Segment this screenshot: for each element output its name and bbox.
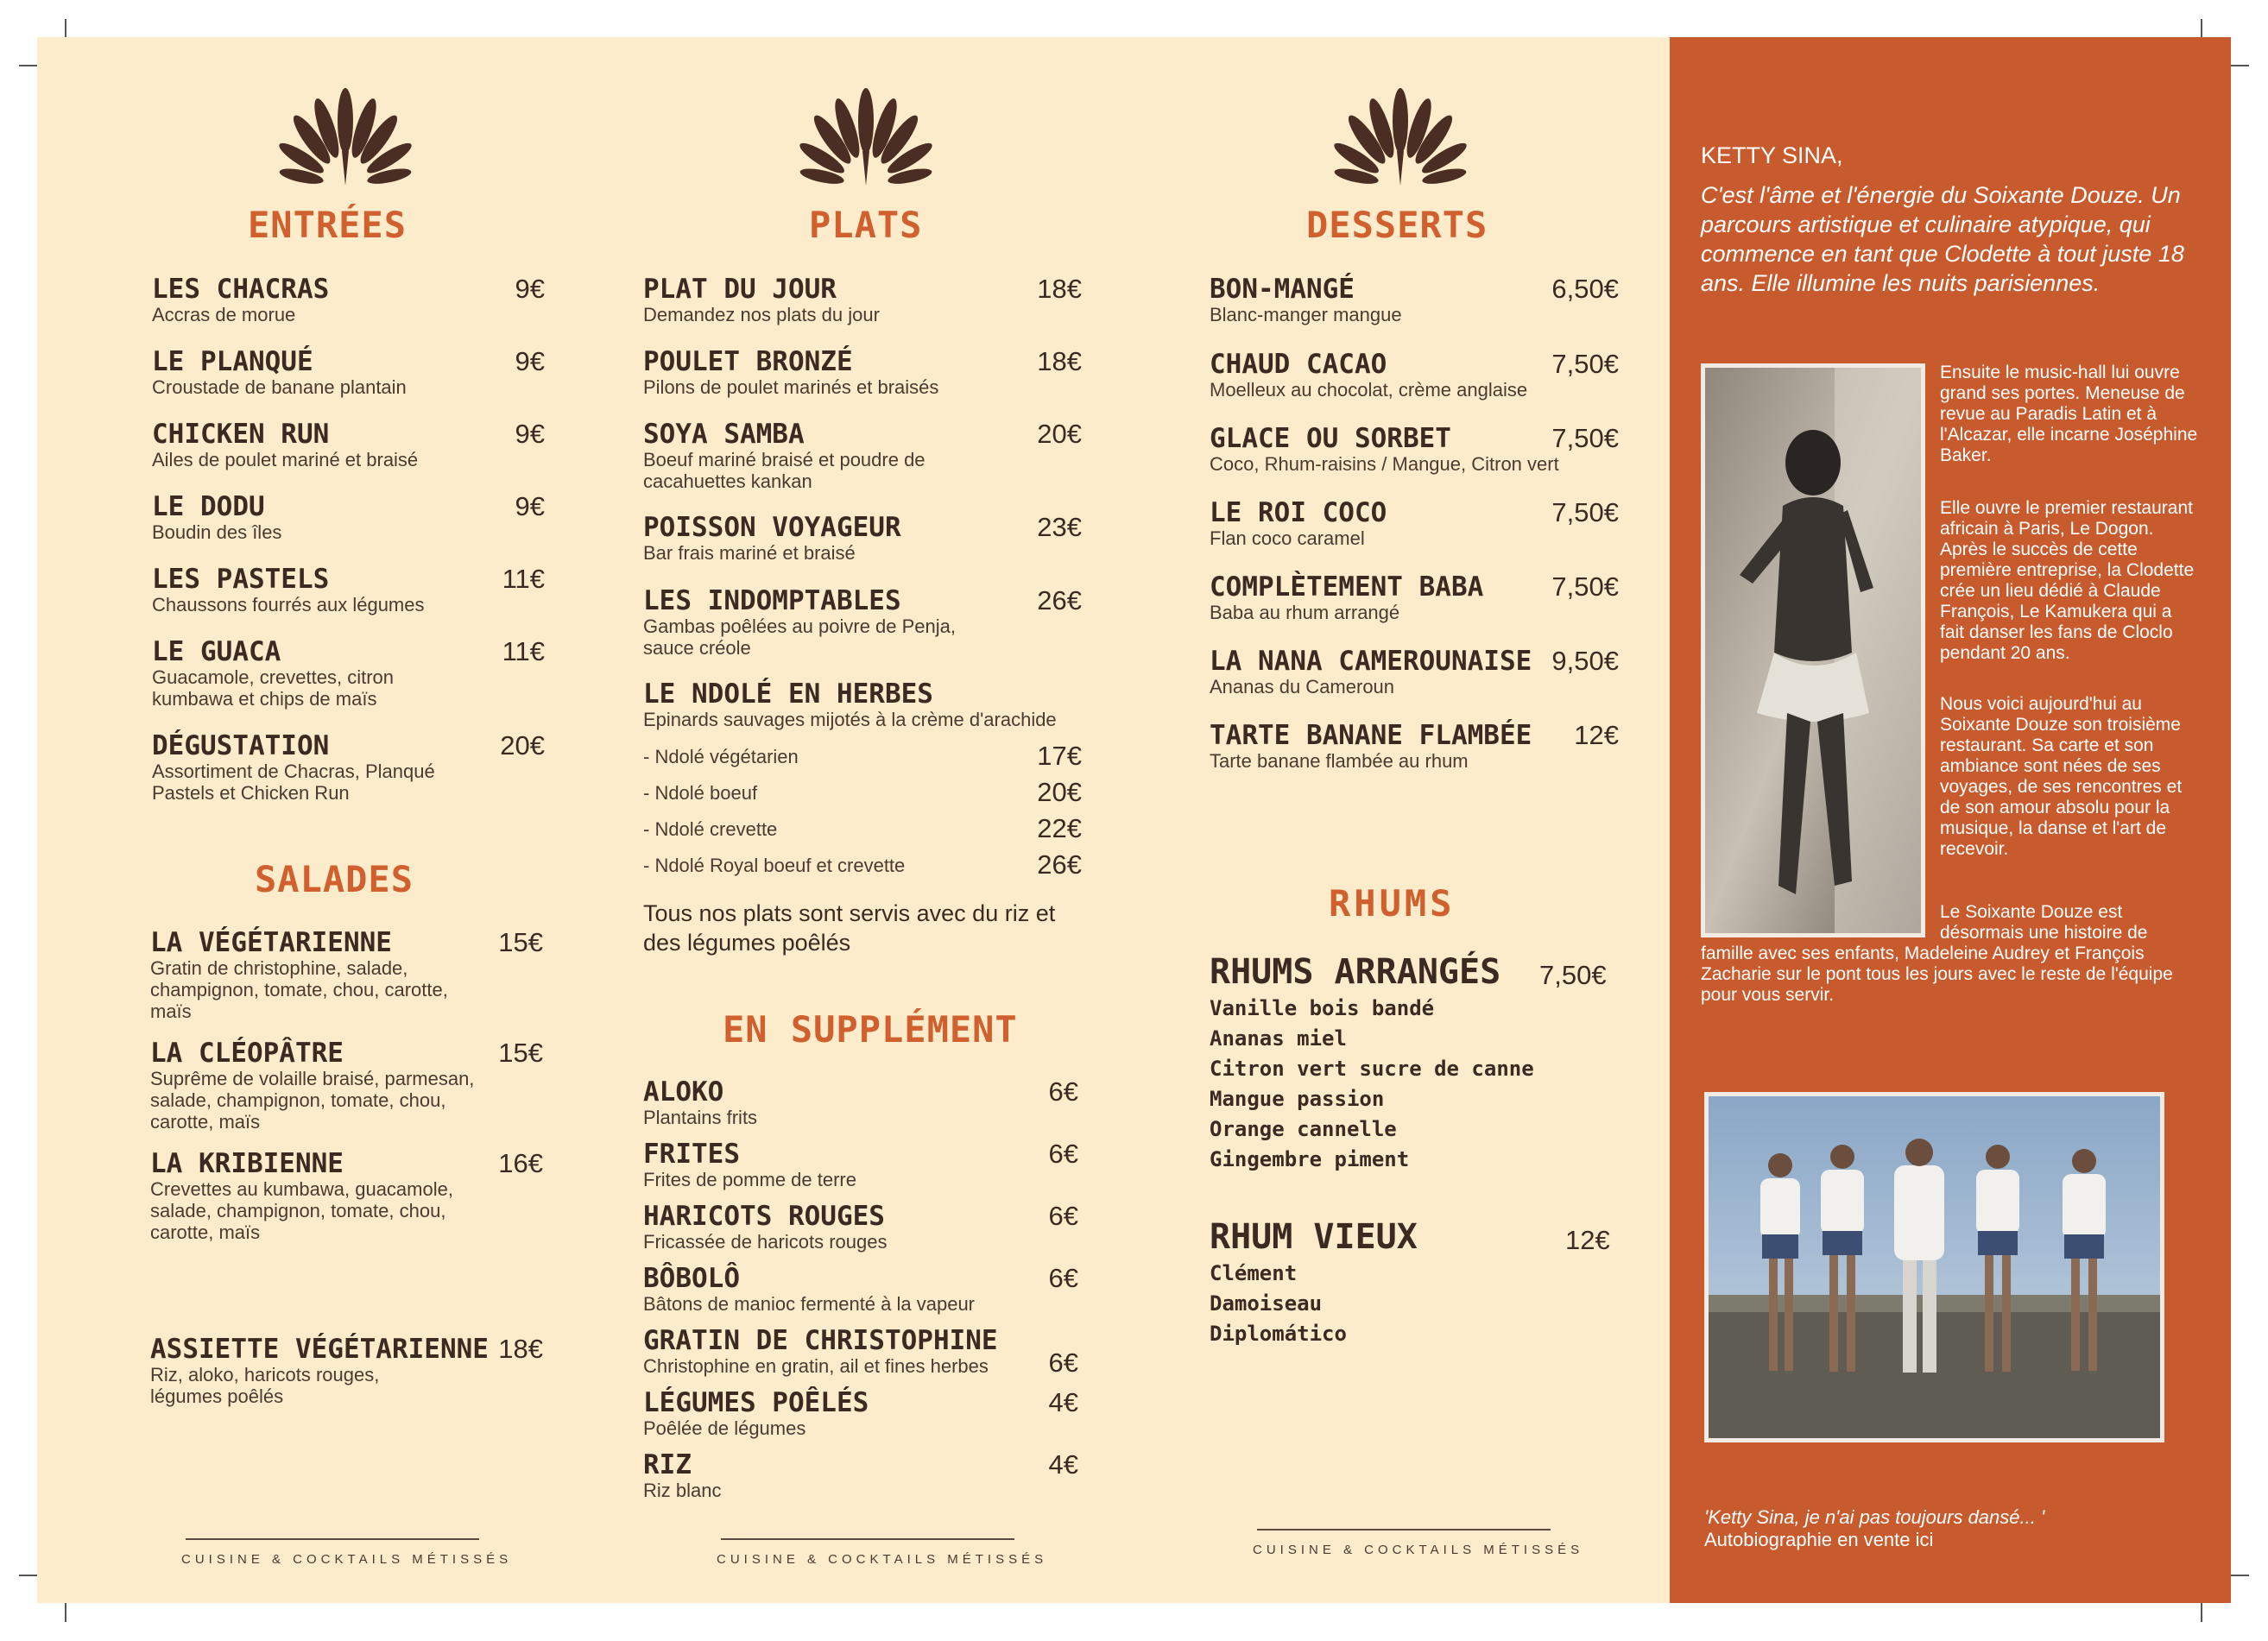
item-name: ALOKO: [643, 1076, 724, 1108]
item-name: CHICKEN RUN: [152, 419, 330, 450]
item-desc: Gratin de christophine, salade, champignon, tomate, chou, carotte, maïs: [150, 957, 448, 1022]
item-price: 6€: [1048, 1201, 1078, 1231]
section-title-entrees: ENTRÉES: [248, 204, 407, 246]
item-desc: Frites de pomme de terre: [643, 1169, 856, 1190]
item-price: 18€: [1037, 274, 1082, 304]
item-name: GRATIN DE CHRISTOPHINE: [643, 1325, 998, 1356]
rhum-brand: Diplomático: [1210, 1322, 1347, 1346]
item-price: 20€: [500, 730, 545, 761]
option-label: - Ndolé Royal boeuf et crevette: [643, 855, 906, 876]
item-desc: Christophine en gratin, ail et fines herbes: [643, 1355, 989, 1377]
menu-item: [643, 1388, 1078, 1439]
item-price: 12€: [1574, 720, 1619, 750]
menu-item: [152, 637, 545, 710]
item-name: ASSIETTE VÉGÉTARIENNE: [150, 1334, 489, 1365]
item-price: 7,50€: [1551, 423, 1619, 453]
autobiography-note: Autobiographie en vente ici: [1704, 1529, 1934, 1550]
footer-rule: [186, 1538, 479, 1540]
ndole-option: [643, 813, 1082, 843]
menu-item: [150, 1149, 543, 1243]
item-desc: Boudin des îles: [152, 521, 282, 543]
item-price: 15€: [498, 1038, 543, 1068]
menu-item: [643, 586, 1082, 659]
plats-note: Tous nos plats sont servis avec du riz et des légumes poêlés: [643, 900, 1056, 956]
option-label: - Ndolé végétarien: [643, 746, 799, 767]
item-name: LE DODU: [152, 491, 265, 522]
item-name: FRITES: [643, 1139, 740, 1170]
item-name: COMPLÈTEMENT BABA: [1210, 571, 1484, 603]
item-desc: Chaussons fourrés aux légumes: [152, 594, 425, 615]
item-desc: Epinards sauvages mijotés à la crème d'arachide: [643, 709, 1057, 730]
item-price: 9€: [515, 419, 545, 449]
option-price: 20€: [1037, 777, 1082, 807]
item-price: 15€: [498, 927, 543, 957]
rhum-brand: Damoiseau: [1210, 1291, 1323, 1316]
footer-tagline: [1253, 1529, 1584, 1557]
item-desc: Boeuf mariné braisé et poudre de cacahuettes kankan: [643, 449, 926, 492]
item-desc: Flan coco caramel: [1210, 527, 1365, 549]
sidebar-title: KETTY SINA,: [1701, 142, 1843, 168]
item-name: LE ROI COCO: [1210, 497, 1387, 528]
footer-rule: [1257, 1529, 1551, 1531]
menu-item: [643, 347, 1082, 398]
item-name: GLACE OU SORBET: [1210, 423, 1451, 454]
rhum-vieux-title: RHUM VIEUX: [1210, 1217, 1418, 1257]
item-name: DÉGUSTATION: [152, 730, 330, 761]
sidebar-paragraph: Nous voici aujourd'hui au Soixante Douze son troisième restaurant. Sa carte et son ambiance sont nées de ses voyages, de ses rencontres et de son amour absolu pour la musique, la danse et l'art de recevoir.: [1940, 694, 2183, 859]
item-desc: Accras de morue: [152, 304, 296, 325]
menu-item: [643, 1139, 1078, 1190]
sidebar-intro: C'est l'âme et l'énergie du Soixante Douze. Un parcours artistique et culinaire atypique, qui commence en tant que Clodette à tout juste 18 ans. Elle illumine les nuits parisiennes.: [1701, 182, 2184, 296]
item-name: LA KRIBIENNE: [150, 1148, 344, 1179]
menu-item: [1210, 498, 1619, 549]
sidebar-paragraph: Ensuite le music-hall lui ouvre grand ses portes. Meneuse de revue au Paradis Latin et à l'Alcazar, elle incarne Joséphine Baker.: [1940, 363, 2198, 465]
footer-tagline: [717, 1538, 1048, 1567]
item-price: 7,50€: [1551, 497, 1619, 527]
section-title-rhums: RHUMS: [1329, 882, 1456, 925]
item-name: PLAT DU JOUR: [643, 274, 837, 305]
ndole-option: [643, 777, 1082, 807]
menu-item-ndole: [643, 679, 1082, 730]
item-price: 6€: [1048, 1348, 1078, 1378]
sidebar-paragraph: Le Soixante Douze est désormais une histoire de: [1940, 902, 2148, 943]
section-title-supplement: EN SUPPLÉMENT: [723, 1008, 1018, 1051]
item-desc: Pilons de poulet marinés et braisés: [643, 376, 939, 398]
item-name: LE GUACA: [152, 636, 281, 667]
item-desc: Plantains frits: [643, 1107, 758, 1128]
menu-item: [1210, 275, 1619, 325]
item-name: LA NANA CAMEROUNAISE: [1210, 646, 1532, 677]
menu-item: [152, 275, 545, 325]
item-price: 11€: [502, 636, 545, 666]
item-price: 18€: [1037, 346, 1082, 376]
dancer-photo-image: [1705, 368, 1921, 933]
option-price: 26€: [1037, 849, 1082, 880]
autobiography-quote: 'Ketty Sina, je n'ai pas toujours dansé... ': [1704, 1506, 2045, 1528]
option-price: 17€: [1037, 741, 1082, 771]
item-name: POULET BRONZÉ: [643, 346, 853, 377]
item-desc: Ailes de poulet mariné et braisé: [152, 449, 419, 470]
rhum-flavor: Orange cannelle: [1210, 1117, 1397, 1141]
palm-logo: [1327, 80, 1474, 193]
menu-item: [152, 492, 545, 543]
section-title-desserts: DESSERTS: [1306, 204, 1488, 246]
item-price: 20€: [1037, 419, 1082, 449]
item-name: LA CLÉOPÂTRE: [150, 1038, 344, 1069]
menu-item: [152, 347, 545, 398]
item-name: BON-MANGÉ: [1210, 274, 1355, 305]
item-price: 6€: [1048, 1076, 1078, 1107]
menu-item: [643, 1326, 1078, 1377]
item-price: 16€: [498, 1148, 543, 1178]
menu-item: [643, 513, 1082, 564]
footer-text: CUISINE & COCKTAILS MÉTISSÉS: [717, 1552, 1048, 1567]
item-desc: Baba au rhum arrangé: [1210, 602, 1400, 623]
menu-item: [643, 1450, 1078, 1501]
item-name: LÉGUMES POÊLÉS: [643, 1387, 869, 1418]
item-price: 7,50€: [1551, 349, 1619, 379]
item-price: 7,50€: [1551, 571, 1619, 602]
footer-rule: [721, 1538, 1014, 1540]
item-desc: Ananas du Cameroun: [1210, 676, 1395, 697]
item-price: 4€: [1048, 1449, 1078, 1480]
item-name: LES PASTELS: [152, 564, 330, 595]
item-price: 6€: [1048, 1263, 1078, 1293]
rhums-arranges-price: 7,50€: [1539, 960, 1607, 990]
group-photo-image: [1709, 1096, 2160, 1438]
ndole-option: [643, 849, 1082, 880]
rhum-flavor: Citron vert sucre de canne: [1210, 1057, 1534, 1081]
menu-item: [643, 1264, 1078, 1315]
option-label: - Ndolé boeuf: [643, 782, 758, 804]
item-price: 9€: [515, 274, 545, 304]
menu-item: [1210, 424, 1619, 475]
item-name: LE NDOLÉ EN HERBES: [643, 678, 933, 710]
item-desc: Tarte banane flambée au rhum: [1210, 750, 1469, 772]
rhum-flavor: Gingembre piment: [1210, 1147, 1410, 1171]
menu-item: [643, 1202, 1078, 1253]
menu-item: [152, 565, 545, 615]
option-label: - Ndolé crevette: [643, 818, 778, 840]
item-name: LE PLANQUÉ: [152, 346, 313, 377]
menu-item: [152, 731, 545, 804]
palm-logo: [793, 80, 939, 193]
menu-item: [643, 275, 1082, 325]
group-dancers-photo: [1704, 1092, 2164, 1442]
section-title-plats: PLATS: [809, 204, 923, 246]
item-desc: Riz, aloko, haricots rouges, légumes poêlés: [150, 1364, 380, 1407]
rhum-flavor: Vanille bois bandé: [1210, 996, 1435, 1020]
section-title-salades: SALADES: [255, 858, 414, 900]
item-price: 6,50€: [1551, 274, 1619, 304]
item-desc: Coco, Rhum-raisins / Mangue, Citron vert: [1210, 453, 1559, 475]
item-desc: Crevettes au kumbawa, guacamole, salade, champignon, tomate, chou, carotte, maïs: [150, 1178, 453, 1243]
item-desc: Riz blanc: [643, 1480, 722, 1501]
footer-text: CUISINE & COCKTAILS MÉTISSÉS: [181, 1552, 513, 1567]
sidebar: [1670, 37, 2231, 1603]
item-name: TARTE BANANE FLAMBÉE: [1210, 720, 1532, 751]
ndole-option: [643, 741, 1082, 771]
item-name: LA VÉGÉTARIENNE: [150, 927, 392, 958]
rhum-flavor: Mangue passion: [1210, 1087, 1385, 1111]
item-price: 26€: [1037, 585, 1082, 615]
item-name: RIZ: [643, 1449, 692, 1480]
item-desc: Gambas poêlées au poivre de Penja, sauce créole: [643, 615, 957, 659]
menu-item: [643, 420, 1082, 492]
menu-item: [643, 1077, 1078, 1128]
menu-item: [1210, 572, 1619, 623]
item-name: SOYA SAMBA: [643, 419, 805, 450]
item-desc: Blanc-manger mangue: [1210, 304, 1402, 325]
menu-item: [1210, 721, 1619, 772]
sidebar-paragraph: Elle ouvre le premier restaurant africain à Paris, Le Dogon. Après le succès de cette première entreprise, la Clodette crée un lieu dédié à Claude François, Le Kamukera qui a fait danser les fans de Cloclo pendant 20 ans.: [1940, 498, 2195, 663]
item-desc: Assortiment de Chacras, Planqué Pastels et Chicken Run: [152, 761, 435, 804]
item-desc: Suprême de volaille braisé, parmesan, salade, champignon, tomate, chou, carotte, maïs: [150, 1068, 475, 1133]
item-price: 9,50€: [1551, 646, 1619, 676]
item-desc: Croustade de banane plantain: [152, 376, 407, 398]
rhum-vieux-price: 12€: [1565, 1225, 1610, 1255]
sidebar-paragraph: famille avec ses enfants, Madeleine Audrey et François Zacharie sur le pont tous les jours avec le reste de l'équipe pour vous servir.: [1701, 944, 2173, 1005]
palm-logo: [272, 80, 419, 193]
item-desc: Fricassée de haricots rouges: [643, 1231, 888, 1253]
item-desc: Bar frais mariné et braisé: [643, 542, 856, 564]
item-desc: Demandez nos plats du jour: [643, 304, 880, 325]
item-price: 4€: [1048, 1387, 1078, 1417]
item-name: HARICOTS ROUGES: [643, 1201, 885, 1232]
footer-text: CUISINE & COCKTAILS MÉTISSÉS: [1253, 1543, 1584, 1557]
rhums-arranges-title: RHUMS ARRANGÉS: [1210, 952, 1501, 992]
menu-item: [150, 1038, 543, 1133]
item-price: 18€: [498, 1334, 543, 1364]
item-price: 6€: [1048, 1139, 1078, 1169]
item-desc: Guacamole, crevettes, citron kumbawa et chips de maïs: [152, 666, 395, 710]
item-name: LES CHACRAS: [152, 274, 330, 305]
menu-item: [150, 928, 543, 1022]
item-desc: Poêlée de légumes: [643, 1417, 806, 1439]
menu-item: [1210, 350, 1619, 401]
rhum-brand: Clément: [1210, 1261, 1298, 1285]
item-name: CHAUD CACAO: [1210, 349, 1387, 380]
option-price: 22€: [1037, 813, 1082, 843]
item-desc: Bâtons de manioc fermenté à la vapeur: [643, 1293, 976, 1315]
menu-item: [150, 1335, 543, 1407]
menu-item: [1210, 647, 1619, 697]
item-desc: Moelleux au chocolat, crème anglaise: [1210, 379, 1528, 401]
item-price: 23€: [1037, 512, 1082, 542]
rhums-arranges-list: [1210, 994, 1534, 1175]
item-name: LES INDOMPTABLES: [643, 585, 901, 616]
rhum-vieux-list: [1210, 1259, 1347, 1349]
item-name: BÔBOLÔ: [643, 1263, 740, 1294]
menu-item: [152, 420, 545, 470]
vintage-dancer-photo: [1701, 363, 1925, 937]
footer-tagline: [181, 1538, 513, 1567]
item-name: POISSON VOYAGEUR: [643, 512, 901, 543]
item-price: 11€: [502, 564, 545, 594]
item-price: 9€: [515, 346, 545, 376]
item-price: 9€: [515, 491, 545, 521]
rhum-flavor: Ananas miel: [1210, 1026, 1347, 1051]
